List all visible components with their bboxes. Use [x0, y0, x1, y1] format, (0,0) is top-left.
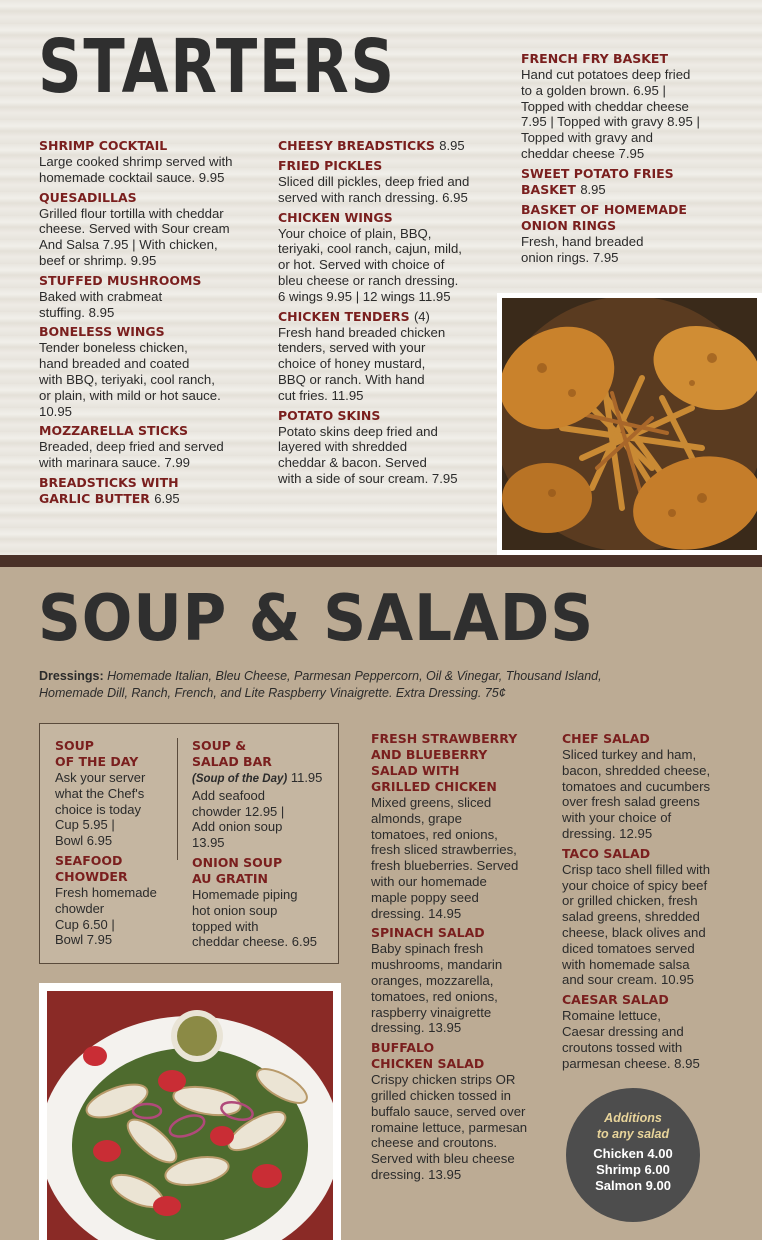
- item-name: BONELESS WINGS: [39, 324, 165, 340]
- menu-item: [562, 992, 752, 1071]
- addition-shrimp: Shrimp 6.00: [596, 1162, 670, 1177]
- menu-item: [521, 51, 751, 162]
- item-name: ONION SOUP AU GRATIN: [192, 854, 283, 886]
- item-name: SHRIMP COCKTAIL: [39, 138, 168, 153]
- chicken-tenders-image: [502, 298, 757, 550]
- item-description: Fresh, hand breaded onion rings. 7.95: [521, 233, 644, 265]
- dressings-note: [39, 668, 639, 702]
- menu-item: [55, 853, 173, 948]
- item-description: Baked with crabmeat stuffing. 8.95: [39, 288, 163, 320]
- item-description: Large cooked shrimp served with homemade cocktail sauce. 9.95: [39, 154, 233, 185]
- soup-salads-title: SOUP & SALADS: [38, 582, 595, 656]
- item-name-text: CHEESY BREADSTICKS: [278, 138, 435, 153]
- item-name: FRENCH FRY BASKET: [521, 51, 668, 66]
- soup-box-left-column: [55, 738, 173, 952]
- item-note: (Soup of the Day): [192, 773, 288, 785]
- additions-badge: [566, 1088, 700, 1222]
- badge-prices: [566, 1146, 700, 1194]
- addition-chicken: Chicken 4.00: [593, 1146, 673, 1161]
- salads-column-2: [562, 731, 752, 1075]
- item-name: CHEF SALAD: [562, 731, 650, 746]
- item-description: Potato skins deep fried and layered with shredded cheddar & bacon. Served with a side of sour cream. 7.95: [278, 423, 458, 486]
- item-note-line: [192, 770, 332, 788]
- menu-item: [562, 731, 752, 842]
- item-name: STUFFED MUSHROOMS: [39, 272, 202, 288]
- item-description: Romaine lettuce, Caesar dressing and croutons tossed with parmesan cheese. 8.95: [562, 1008, 700, 1071]
- menu-item: [371, 925, 551, 1036]
- menu-item: [278, 158, 493, 206]
- item-price: 6.95: [154, 490, 180, 506]
- item-price: 8.95: [439, 138, 465, 153]
- soup-box: [39, 723, 339, 964]
- item-description: Mixed greens, sliced almonds, grape tomatoes, red onions, fresh sliced strawberries, fresh blueberries. Served with our homemade maple poppy seed dressing. 14.95: [371, 795, 519, 921]
- menu-item: [39, 475, 269, 507]
- dressings-list: Homemade Italian, Bleu Cheese, Parmesan Peppercorn, Oil & Vinegar, Thousand Island, Homemade Dill, Ranch, French, and Lite Raspberry Vinaigrette. Extra Dressing. 75¢: [39, 669, 602, 700]
- item-name: QUESADILLAS: [39, 189, 137, 205]
- item-price: 8.95: [580, 181, 606, 197]
- menu-item: [39, 324, 269, 419]
- menu-item: [521, 202, 751, 266]
- item-name: CHICKEN WINGS: [278, 209, 393, 225]
- menu-item: [278, 408, 493, 487]
- starters-column-3: [521, 51, 751, 269]
- item-name: BUFFALO CHICKEN SALAD: [371, 1040, 485, 1072]
- item-description: Ask your server what the Chef's choice is today Cup 5.95 | Bowl 6.95: [55, 770, 146, 849]
- salad-image: [47, 991, 333, 1240]
- item-name: TACO SALAD: [562, 845, 651, 861]
- section-divider: [0, 555, 762, 567]
- item-name: FRESH STRAWBERRY AND BLUEBERRY SALAD WITH GRILLED CHICKEN: [371, 731, 518, 794]
- item-description: Your choice of plain, BBQ, teriyaki, cool ranch, cajun, mild, or hot. Served with choice of bleu cheese or ranch dressing. 6 wings 9.95 | 12 wings 11.95: [278, 225, 462, 304]
- soup-box-right-column: [192, 738, 332, 954]
- salad-photo: [39, 983, 341, 1240]
- item-description: Hand cut potatoes deep fried to a golden brown. 6.95 | Topped with cheddar cheese 7.95 | Topped with gravy 8.95 | Topped with gravy and cheddar cheese 7.95: [521, 67, 700, 161]
- badge-title: Additions to any salad: [596, 1111, 670, 1141]
- item-description: Crisp taco shell filled with your choice of spicy beef or grilled chicken, fresh salad greens, shredded cheese, black olives and diced tomatoes served with homemade salsa and sour cream. 10.95: [562, 861, 711, 988]
- item-name-text: SWEET POTATO FRIES BASKET: [521, 165, 674, 197]
- starters-column-2: [278, 138, 493, 491]
- item-name: [521, 166, 751, 198]
- item-description: Fresh hand breaded chicken tenders, served with your choice of honey mustard, BBQ or ranch. With hand cut fries. 11.95: [278, 324, 446, 403]
- item-name: FRIED PICKLES: [278, 158, 383, 173]
- menu-item: [192, 855, 332, 950]
- item-name: POTATO SKINS: [278, 407, 381, 423]
- starters-column-1: [39, 138, 269, 511]
- item-name: SOUP & SALAD BAR: [192, 738, 272, 769]
- menu-item: [371, 731, 551, 921]
- addition-salmon: Salmon 9.00: [595, 1178, 671, 1193]
- item-description: Sliced turkey and ham, bacon, shredded cheese, tomatoes and cucumbers over fresh salad greens with your choice of dressing. 12.95: [562, 747, 711, 841]
- item-description: Grilled flour tortilla with cheddar cheese. Served with Sour cream And Salsa 7.95 | With chicken, beef or shrimp. 9.95: [39, 205, 230, 268]
- item-description: Fresh homemade chowder Cup 6.50 | Bowl 7.95: [55, 884, 157, 948]
- item-name: [39, 475, 269, 507]
- item-name: CAESAR SALAD: [562, 992, 669, 1008]
- chicken-tenders-photo: [497, 293, 762, 555]
- item-name: [278, 138, 493, 154]
- menu-item: [371, 1040, 551, 1183]
- menu-item: [278, 309, 493, 404]
- item-name: MOZZARELLA STICKS: [39, 423, 189, 439]
- menu-item: [562, 846, 752, 988]
- starters-title: STARTERS: [38, 24, 396, 110]
- menu-item: [521, 166, 751, 198]
- menu-item: [39, 273, 269, 321]
- item-name-text: BREADSTICKS WITH GARLIC BUTTER: [39, 474, 179, 506]
- item-name: BASKET OF HOMEMADE ONION RINGS: [521, 201, 687, 233]
- item-name: SOUP OF THE DAY: [55, 738, 139, 769]
- item-description: Tender boneless chicken, hand breaded and coated with BBQ, teriyaki, cool ranch, or plain, with mild or hot sauce. 10.95: [39, 340, 221, 419]
- item-quantity: (4): [413, 308, 430, 324]
- salads-column-1: [371, 731, 551, 1187]
- menu-item: [55, 738, 173, 849]
- menu-item: [39, 138, 269, 186]
- item-description: Crispy chicken strips OR grilled chicken tossed in buffalo sauce, served over romaine lettuce, parmesan cheese and croutons. Served with bleu cheese dressing. 13.95: [371, 1072, 528, 1182]
- item-name: SEAFOOD CHOWDER: [55, 852, 128, 884]
- menu-item: [192, 738, 332, 851]
- item-description: Baby spinach fresh mushrooms, mandarin oranges, mozzarella, tomatoes, red onions, raspberry vinaigrette dressing. 13.95: [371, 941, 503, 1036]
- item-description: Homemade piping hot onion soup topped with cheddar cheese. 6.95: [192, 886, 318, 950]
- menu-item: [39, 190, 269, 269]
- menu-item: [39, 423, 269, 471]
- item-description: Add seafood chowder 12.95 | Add onion soup 13.95: [192, 787, 285, 851]
- menu-item: [278, 138, 493, 154]
- item-description: Breaded, deep fried and served with marinara sauce. 7.99: [39, 439, 224, 471]
- item-price: 11.95: [290, 770, 323, 785]
- item-description: Sliced dill pickles, deep fried and served with ranch dressing. 6.95: [278, 174, 470, 205]
- menu-item: [278, 210, 493, 305]
- dressings-label: Dressings:: [39, 669, 104, 683]
- item-name-text: CHICKEN TENDERS: [278, 308, 410, 324]
- item-name: SPINACH SALAD: [371, 925, 485, 941]
- column-separator: [177, 738, 178, 860]
- item-name: [278, 309, 493, 325]
